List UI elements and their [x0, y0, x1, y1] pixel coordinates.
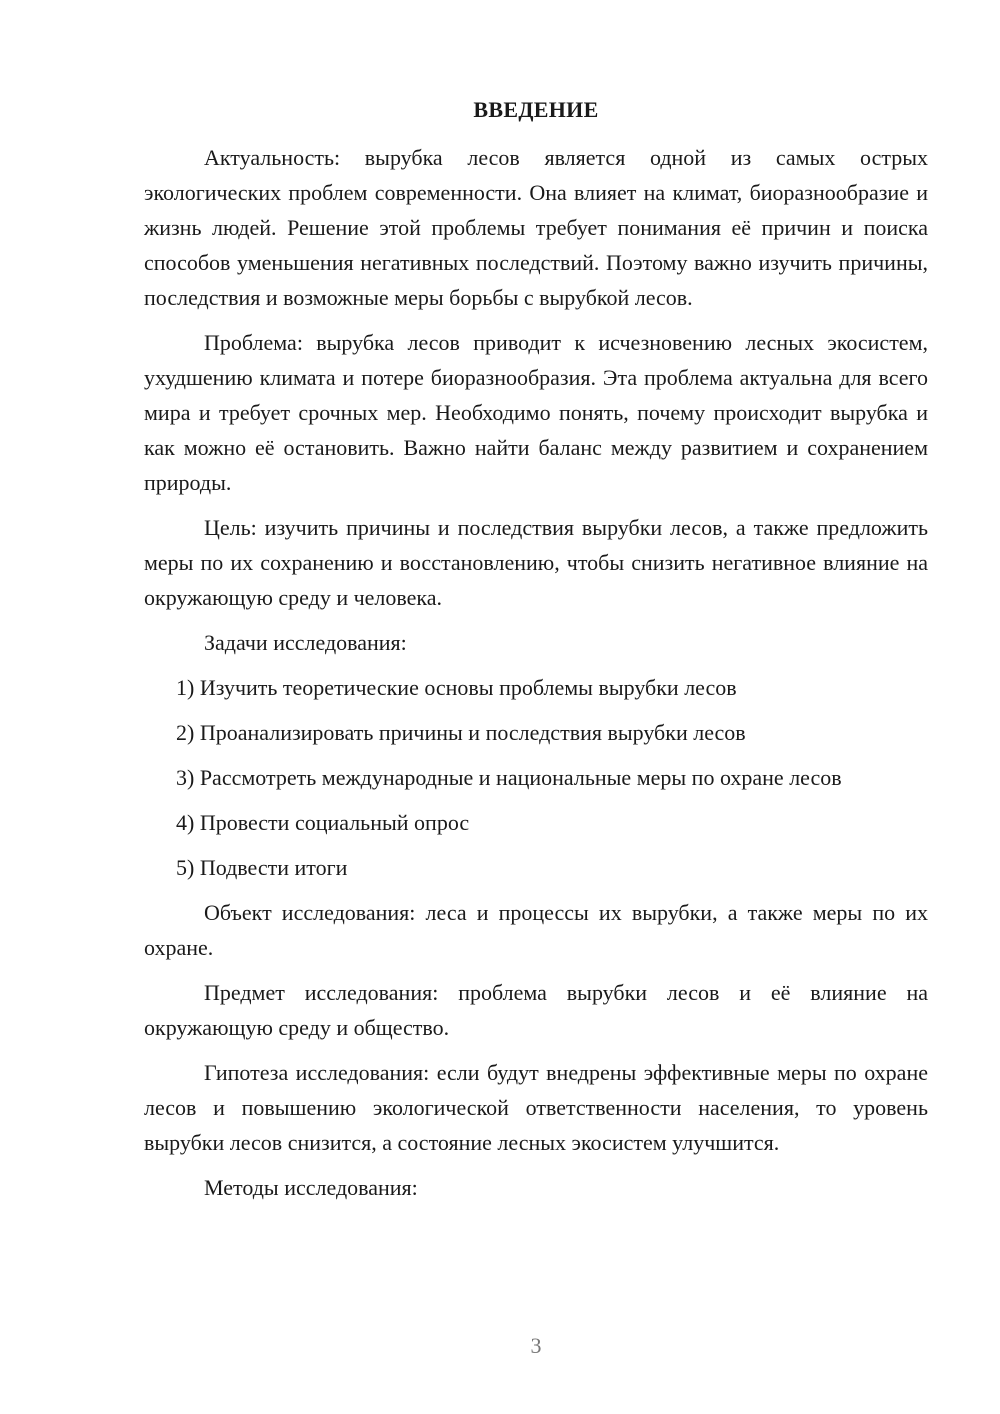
tasks-list: [144, 670, 928, 885]
paragraph-goal: Цель: изучить причины и последствия вырубки лесов, а также предложить меры по их сохранению и восстановлению, чтобы снизить негативное влияние на окружающую среду и человека.: [144, 515, 928, 610]
paragraph-hypothesis: Гипотеза исследования: если будут внедрены эффективные меры по охране лесов и повышению экологической ответственности населения, то уровень вырубки лесов снизится, а состояние лесных экосистем улучшится.: [144, 1060, 928, 1155]
tasks-heading: Задачи исследования:: [204, 630, 407, 655]
methods-heading: Методы исследования:: [204, 1175, 418, 1200]
list-item: 3) Рассмотреть международные и национальные меры по охране лесов: [176, 765, 842, 790]
paragraph-object: Объект исследования: леса и процессы их вырубки, а также меры по их охране.: [144, 900, 928, 960]
paragraph-subject: Предмет исследования: проблема вырубки лесов и её влияние на окружающую среду и общество.: [144, 980, 928, 1040]
list-item: 1) Изучить теоретические основы проблемы вырубки лесов: [176, 675, 737, 700]
paragraph-relevance: Актуальность: вырубка лесов является одной из самых острых экологических проблем современности. Она влияет на климат, биоразнообразие и жизнь людей. Решение этой проблемы требует понимания её причин и поиска способов уменьшения негативных последствий. Поэтому важно изучить причины, последствия и возможные меры борьбы с вырубкой лесов.: [144, 145, 928, 310]
paragraph-problem: Проблема: вырубка лесов приводит к исчезновению лесных экосистем, ухудшению климата и потере биоразнообразия. Эта проблема актуальна для всего мира и требует срочных мер. Необходимо понять, почему происходит вырубка и как можно её остановить. Важно найти баланс между развитием и сохранением природы.: [144, 330, 928, 495]
list-item: 2) Проанализировать причины и последствия вырубки лесов: [176, 720, 746, 745]
page-title: ВВЕДЕНИЕ: [473, 97, 599, 122]
document-body: [144, 140, 928, 1215]
list-item: 4) Провести социальный опрос: [176, 810, 470, 835]
page-number: 3: [530, 1333, 542, 1358]
list-item: 5) Подвести итоги: [176, 855, 348, 880]
